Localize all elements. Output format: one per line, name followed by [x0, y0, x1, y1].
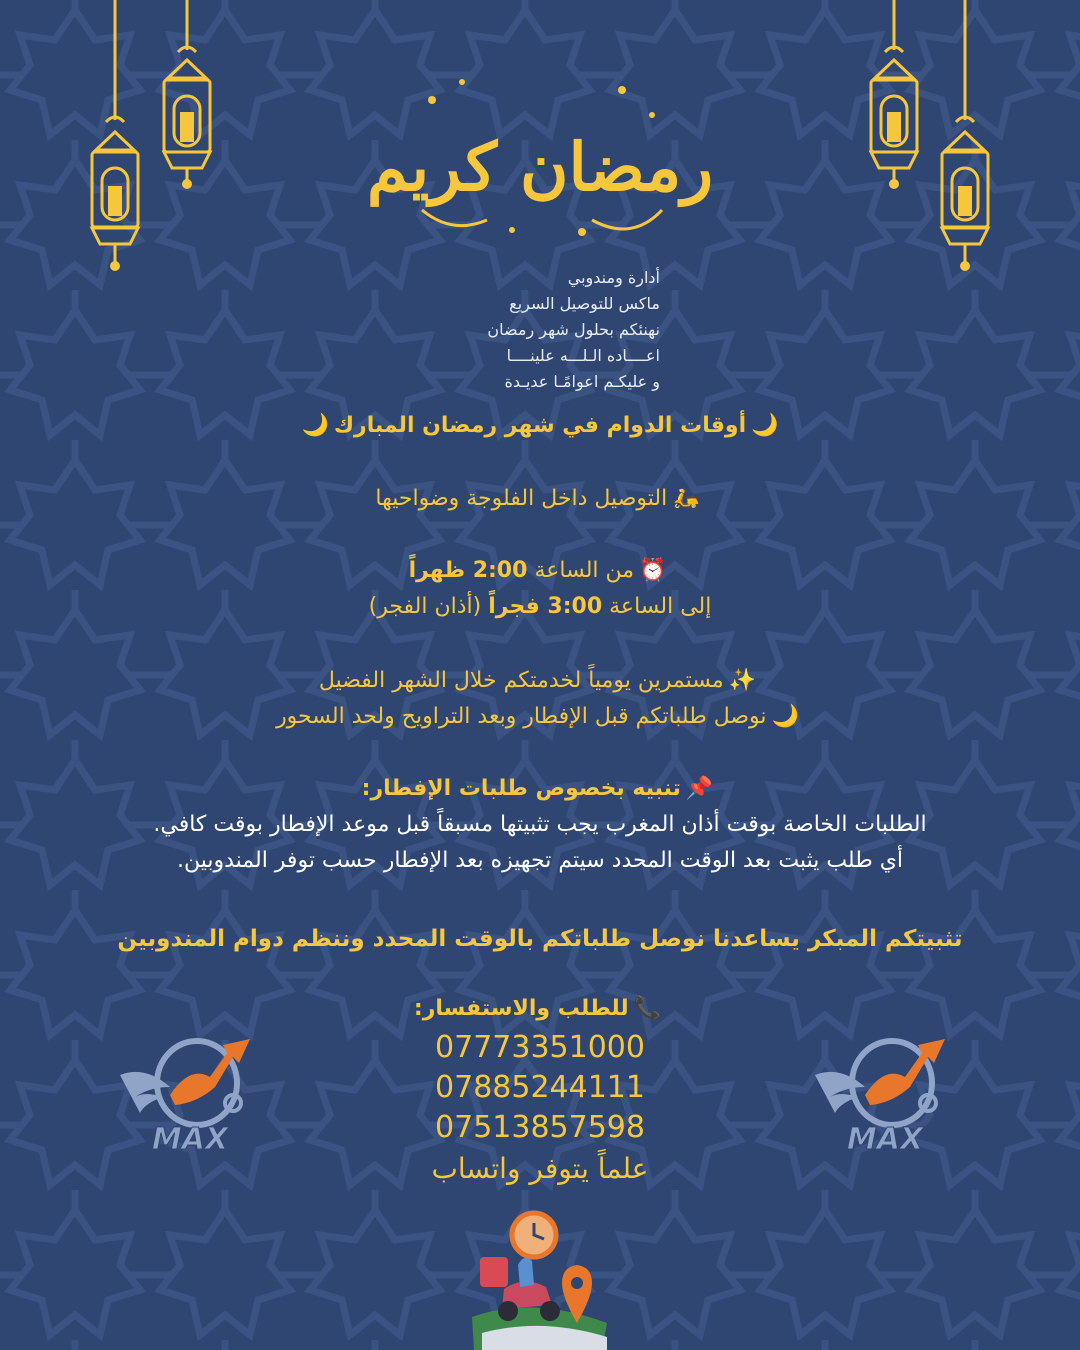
- ramadan-kareem-calligraphy: [366, 60, 714, 250]
- whatsapp-note: علماً يتوفر واتساب: [431, 1152, 649, 1185]
- calligraphy-text: رمضان كريم: [366, 128, 714, 206]
- greeting-line: و عليكـم اعوامًـا عديـدة: [504, 372, 660, 391]
- delivery-scooter-icon: [462, 1205, 612, 1350]
- contact-title-row: [0, 996, 1080, 1021]
- greeting-line: أدارة ومندوبي: [567, 268, 660, 287]
- sparkles-icon: ✨: [728, 668, 757, 693]
- phone-icon: 📞: [633, 996, 662, 1021]
- hours-title: أوقات الدوام في شهر رمضان المبارك: [333, 413, 747, 438]
- alarm-clock-icon: ⏰: [639, 558, 667, 583]
- iftar-notice-title: تنبيه بخصوص طلبات الإفطار:: [361, 776, 681, 801]
- delivery-times-text: نوصل طلباتكم قبل الإفطار وبعد التراويح ولحد السحور: [276, 704, 767, 729]
- daily-service-text: مستمرين يومياً لخدمتكم خلال الشهر الفضيل: [318, 668, 724, 693]
- pin-icon: 📌: [685, 776, 714, 801]
- max-logo-icon: [810, 1025, 960, 1155]
- contact-title: للطلب والاستفسار:: [413, 996, 629, 1021]
- to-time: 3:00 فجراً: [488, 594, 603, 619]
- delivery-area-text: التوصيل داخل الفلوجة وضواحيها: [375, 486, 668, 511]
- moon-icon: 🌙: [751, 413, 779, 438]
- hours-title-row: [0, 413, 1080, 438]
- lantern-icon: [82, 0, 148, 272]
- to-note: (أذان الفجر): [368, 594, 482, 619]
- phone-number[interactable]: 07773351000: [435, 1030, 645, 1065]
- phone-number[interactable]: 07885244111: [435, 1070, 645, 1105]
- lantern-icon: [155, 0, 219, 190]
- early-booking-text: تثبيتكم المبكر يساعدنا نوصل طلباتكم بالوقت المحدد وننظم دوام المندوبين: [117, 926, 963, 952]
- logo-text: MAX: [846, 1122, 924, 1157]
- lantern-icon: [932, 0, 998, 272]
- greeting-line: نهنئكم بحلول شهر رمضان: [487, 320, 660, 339]
- from-time: 2:00 ظهراً: [408, 558, 528, 583]
- to-time-row: [0, 594, 1080, 619]
- from-time-row: [0, 558, 1080, 583]
- greeting-line: اعــــاده الـلـــه علينــــا: [506, 346, 660, 365]
- lantern-icon: [862, 0, 926, 190]
- daily-service-row: [0, 668, 1080, 693]
- logo-text: MAX: [151, 1122, 229, 1157]
- iftar-notice-title-row: [0, 776, 1080, 801]
- iftar-notice-line1: الطلبات الخاصة بوقت أذان المغرب يجب تثبيتها مسبقاً قبل موعد الإفطار بوقت كافي.: [153, 812, 927, 837]
- moon-icon: 🌙: [301, 413, 329, 438]
- delivery-area-row: [0, 486, 1080, 511]
- from-label: من الساعة: [534, 558, 635, 583]
- moon-icon: 🌙: [771, 704, 799, 729]
- to-label: إلى الساعة: [609, 594, 712, 619]
- phone-number[interactable]: 07513857598: [435, 1110, 645, 1145]
- iftar-notice-line2: أي طلب يثبت بعد الوقت المحدد سيتم تجهيزه بعد الإفطار حسب توفر المندوبين.: [176, 848, 904, 873]
- delivery-times-row: [0, 704, 1080, 729]
- scooter-icon: 🛵: [672, 486, 700, 511]
- greeting-line: ماكس للتوصيل السريع: [509, 294, 660, 313]
- max-logo-icon: [115, 1025, 265, 1155]
